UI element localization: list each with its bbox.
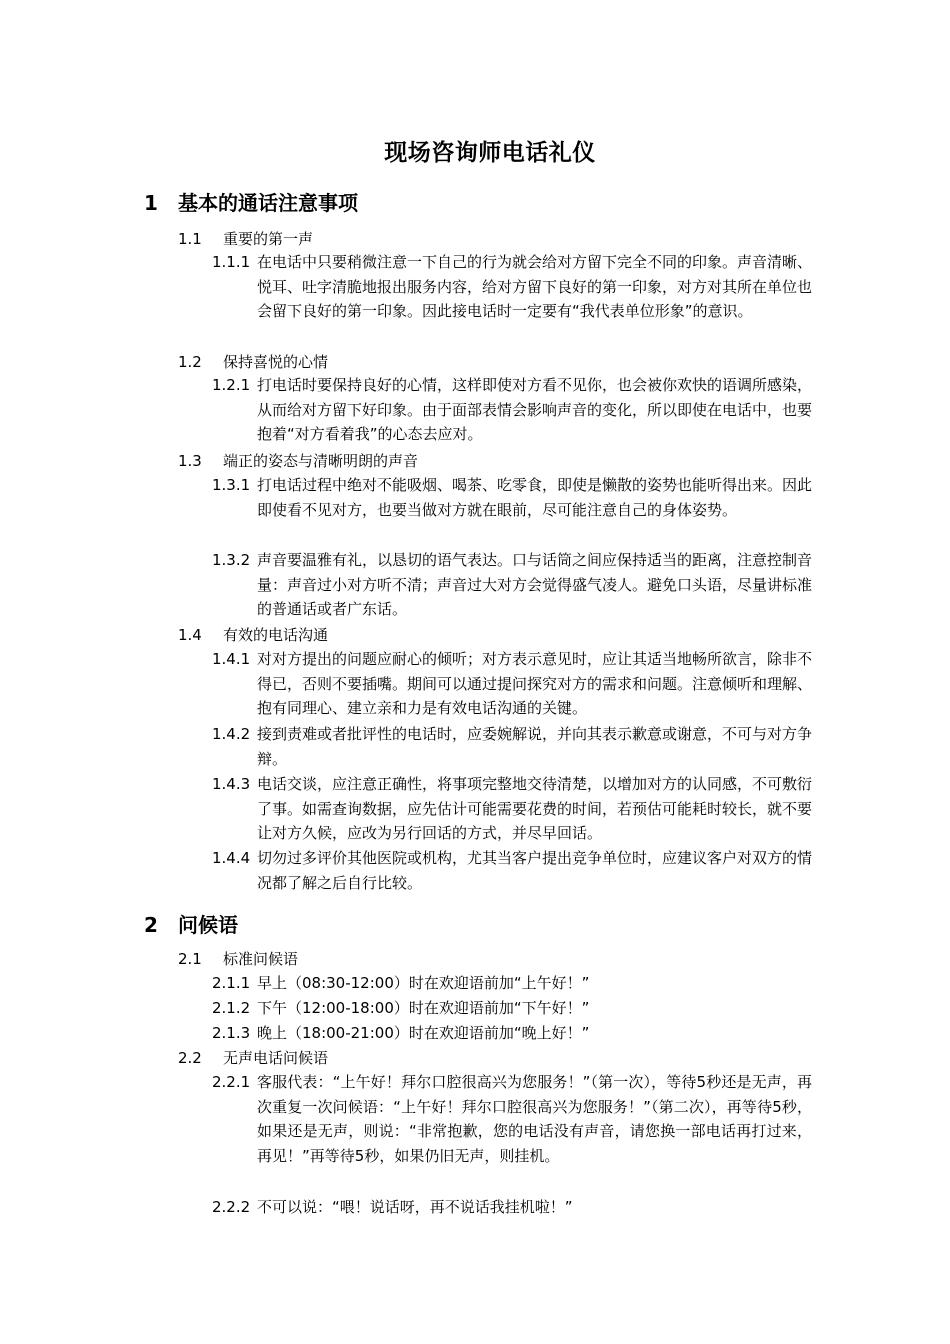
paragraph-text: 电话交谈，应注意正确性，将事项完整地交待清楚，以增加对方的认同感，不可敷衍了事。如需查询数据，应先估计可能需要花费的时间，若预估可能耗时较长，就不要让对方久候，应改为另行回话的方式，并尽早回话。 (257, 775, 813, 842)
paragraph (212, 373, 812, 447)
paragraph (212, 1070, 812, 1168)
paragraph-text: 切勿过多评价其他医院或机构，尤其当客户提出竞争单位时，应建议客户对双方的情况都了解之后自行比较。 (257, 849, 813, 892)
paragraph-number: 2.1.3 (212, 1024, 251, 1042)
paragraph-number: 2.2.1 (212, 1073, 251, 1091)
subsection-title: 无声电话问候语 (223, 1049, 329, 1067)
section-title: 基本的通话注意事项 (178, 191, 358, 215)
paragraph-number: 1.4.4 (212, 849, 251, 867)
paragraph-text: 对对方提出的问题应耐心的倾听；对方表示意见时，应让其适当地畅所欲言，除非不得已，否则不要插嘴。期间可以通过提问探究对方的需求和问题。注意倾听和理解、抱有同理心、建立亲和力是有效电话沟通的关键。 (257, 650, 813, 717)
paragraph (212, 250, 812, 324)
subsection-heading (178, 624, 328, 645)
subsection-heading (178, 351, 328, 372)
paragraph-text: 客服代表：“上午好！拜尔口腔很高兴为您服务！”（第一次），等待5秒还是无声，再次重复一次问候语：“上午好！拜尔口腔很高兴为您服务！”（第二次），再等待5秒，如果还是无声，则说：“非常抱歉，您的电话没有声音，请您换一部电话再打过来，再见！”再等待5秒，如果仍旧无声，则挂机。 (257, 1073, 812, 1165)
subsection-heading (178, 948, 298, 969)
paragraph-text: 接到责难或者批评性的电话时，应委婉解说，并向其表示歉意或谢意，不可与对方争辩。 (257, 725, 813, 768)
paragraph-number: 1.4.3 (212, 775, 251, 793)
paragraph (212, 473, 812, 522)
subsection-number: 1.2 (178, 353, 202, 371)
paragraph (212, 772, 812, 846)
subsection-title: 保持喜悦的心情 (223, 353, 329, 371)
paragraph-text: 在电话中只要稍微注意一下自己的行为就会给对方留下完全不同的印象。声音清晰、悦耳、吐字清脆地报出服务内容，给对方留下良好的第一印象，对方对其所在单位也会留下良好的第一印象。因此接电话时一定要有“我代表单位形象”的意识。 (257, 253, 813, 320)
paragraph-number: 2.1.2 (212, 999, 251, 1017)
paragraph (212, 996, 812, 1021)
paragraph-number: 1.1.1 (212, 253, 251, 271)
section-number: 1 (144, 191, 158, 215)
paragraph-text: 不可以说：“喂！说话呀，再不说话我挂机啦！” (257, 1198, 573, 1216)
paragraph-text: 早上（08:30-12:00）时在欢迎语前加“上午好！” (257, 974, 590, 992)
paragraph-number: 2.2.2 (212, 1198, 251, 1216)
subsection-heading (178, 1047, 328, 1068)
paragraph-number: 1.4.1 (212, 650, 251, 668)
paragraph-number: 2.1.1 (212, 974, 251, 992)
subsection-number: 1.1 (178, 230, 202, 248)
subsection-title: 标准问候语 (223, 950, 299, 968)
section-heading (144, 187, 358, 216)
subsection-heading (178, 228, 313, 249)
paragraph (212, 971, 812, 996)
paragraph (212, 1021, 812, 1046)
paragraph-text: 打电话过程中绝对不能吸烟、喝茶、吃零食，即使是懒散的姿势也能听得出来。因此即使看不见对方，也要当做对方就在眼前，尽可能注意自己的身体姿势。 (257, 476, 813, 519)
subsection-number: 1.4 (178, 626, 202, 644)
section-number: 2 (144, 913, 158, 937)
subsection-title: 有效的电话沟通 (223, 626, 329, 644)
section-heading (144, 909, 238, 938)
paragraph-number: 1.2.1 (212, 376, 251, 394)
paragraph (212, 846, 812, 895)
paragraph (212, 548, 812, 622)
subsection-title: 端正的姿态与清晰明朗的声音 (223, 452, 419, 470)
paragraph-text: 打电话时要保持良好的心情，这样即使对方看不见你，也会被你欢快的语调所感染，从而给对方留下好印象。由于面部表情会影响声音的变化，所以即使在电话中，也要抱着“对方看着我”的心态去应对。 (257, 376, 813, 443)
paragraph (212, 1195, 812, 1220)
paragraph (212, 647, 812, 721)
paragraph-number: 1.3.2 (212, 551, 251, 569)
paragraph (212, 722, 812, 771)
paragraph-text: 声音要温雅有礼，以恳切的语气表达。口与话筒之间应保持适当的距离，注意控制音量：声音过小对方听不清；声音过大对方会觉得盛气凌人。避免口头语，尽量讲标准的普通话或者广东话。 (257, 551, 813, 618)
subsection-heading (178, 450, 418, 471)
subsection-number: 1.3 (178, 452, 202, 470)
paragraph-number: 1.4.2 (212, 725, 251, 743)
page-title: 现场咨询师电话礼仪 (384, 140, 596, 166)
subsection-number: 2.2 (178, 1049, 202, 1067)
section-title: 问候语 (178, 913, 238, 937)
subsection-number: 2.1 (178, 950, 202, 968)
paragraph-text: 晚上（18:00-21:00）时在欢迎语前加“晚上好！” (257, 1024, 590, 1042)
paragraph-number: 1.3.1 (212, 476, 251, 494)
subsection-title: 重要的第一声 (223, 230, 314, 248)
paragraph-text: 下午（12:00-18:00）时在欢迎语前加“下午好！” (257, 999, 590, 1017)
